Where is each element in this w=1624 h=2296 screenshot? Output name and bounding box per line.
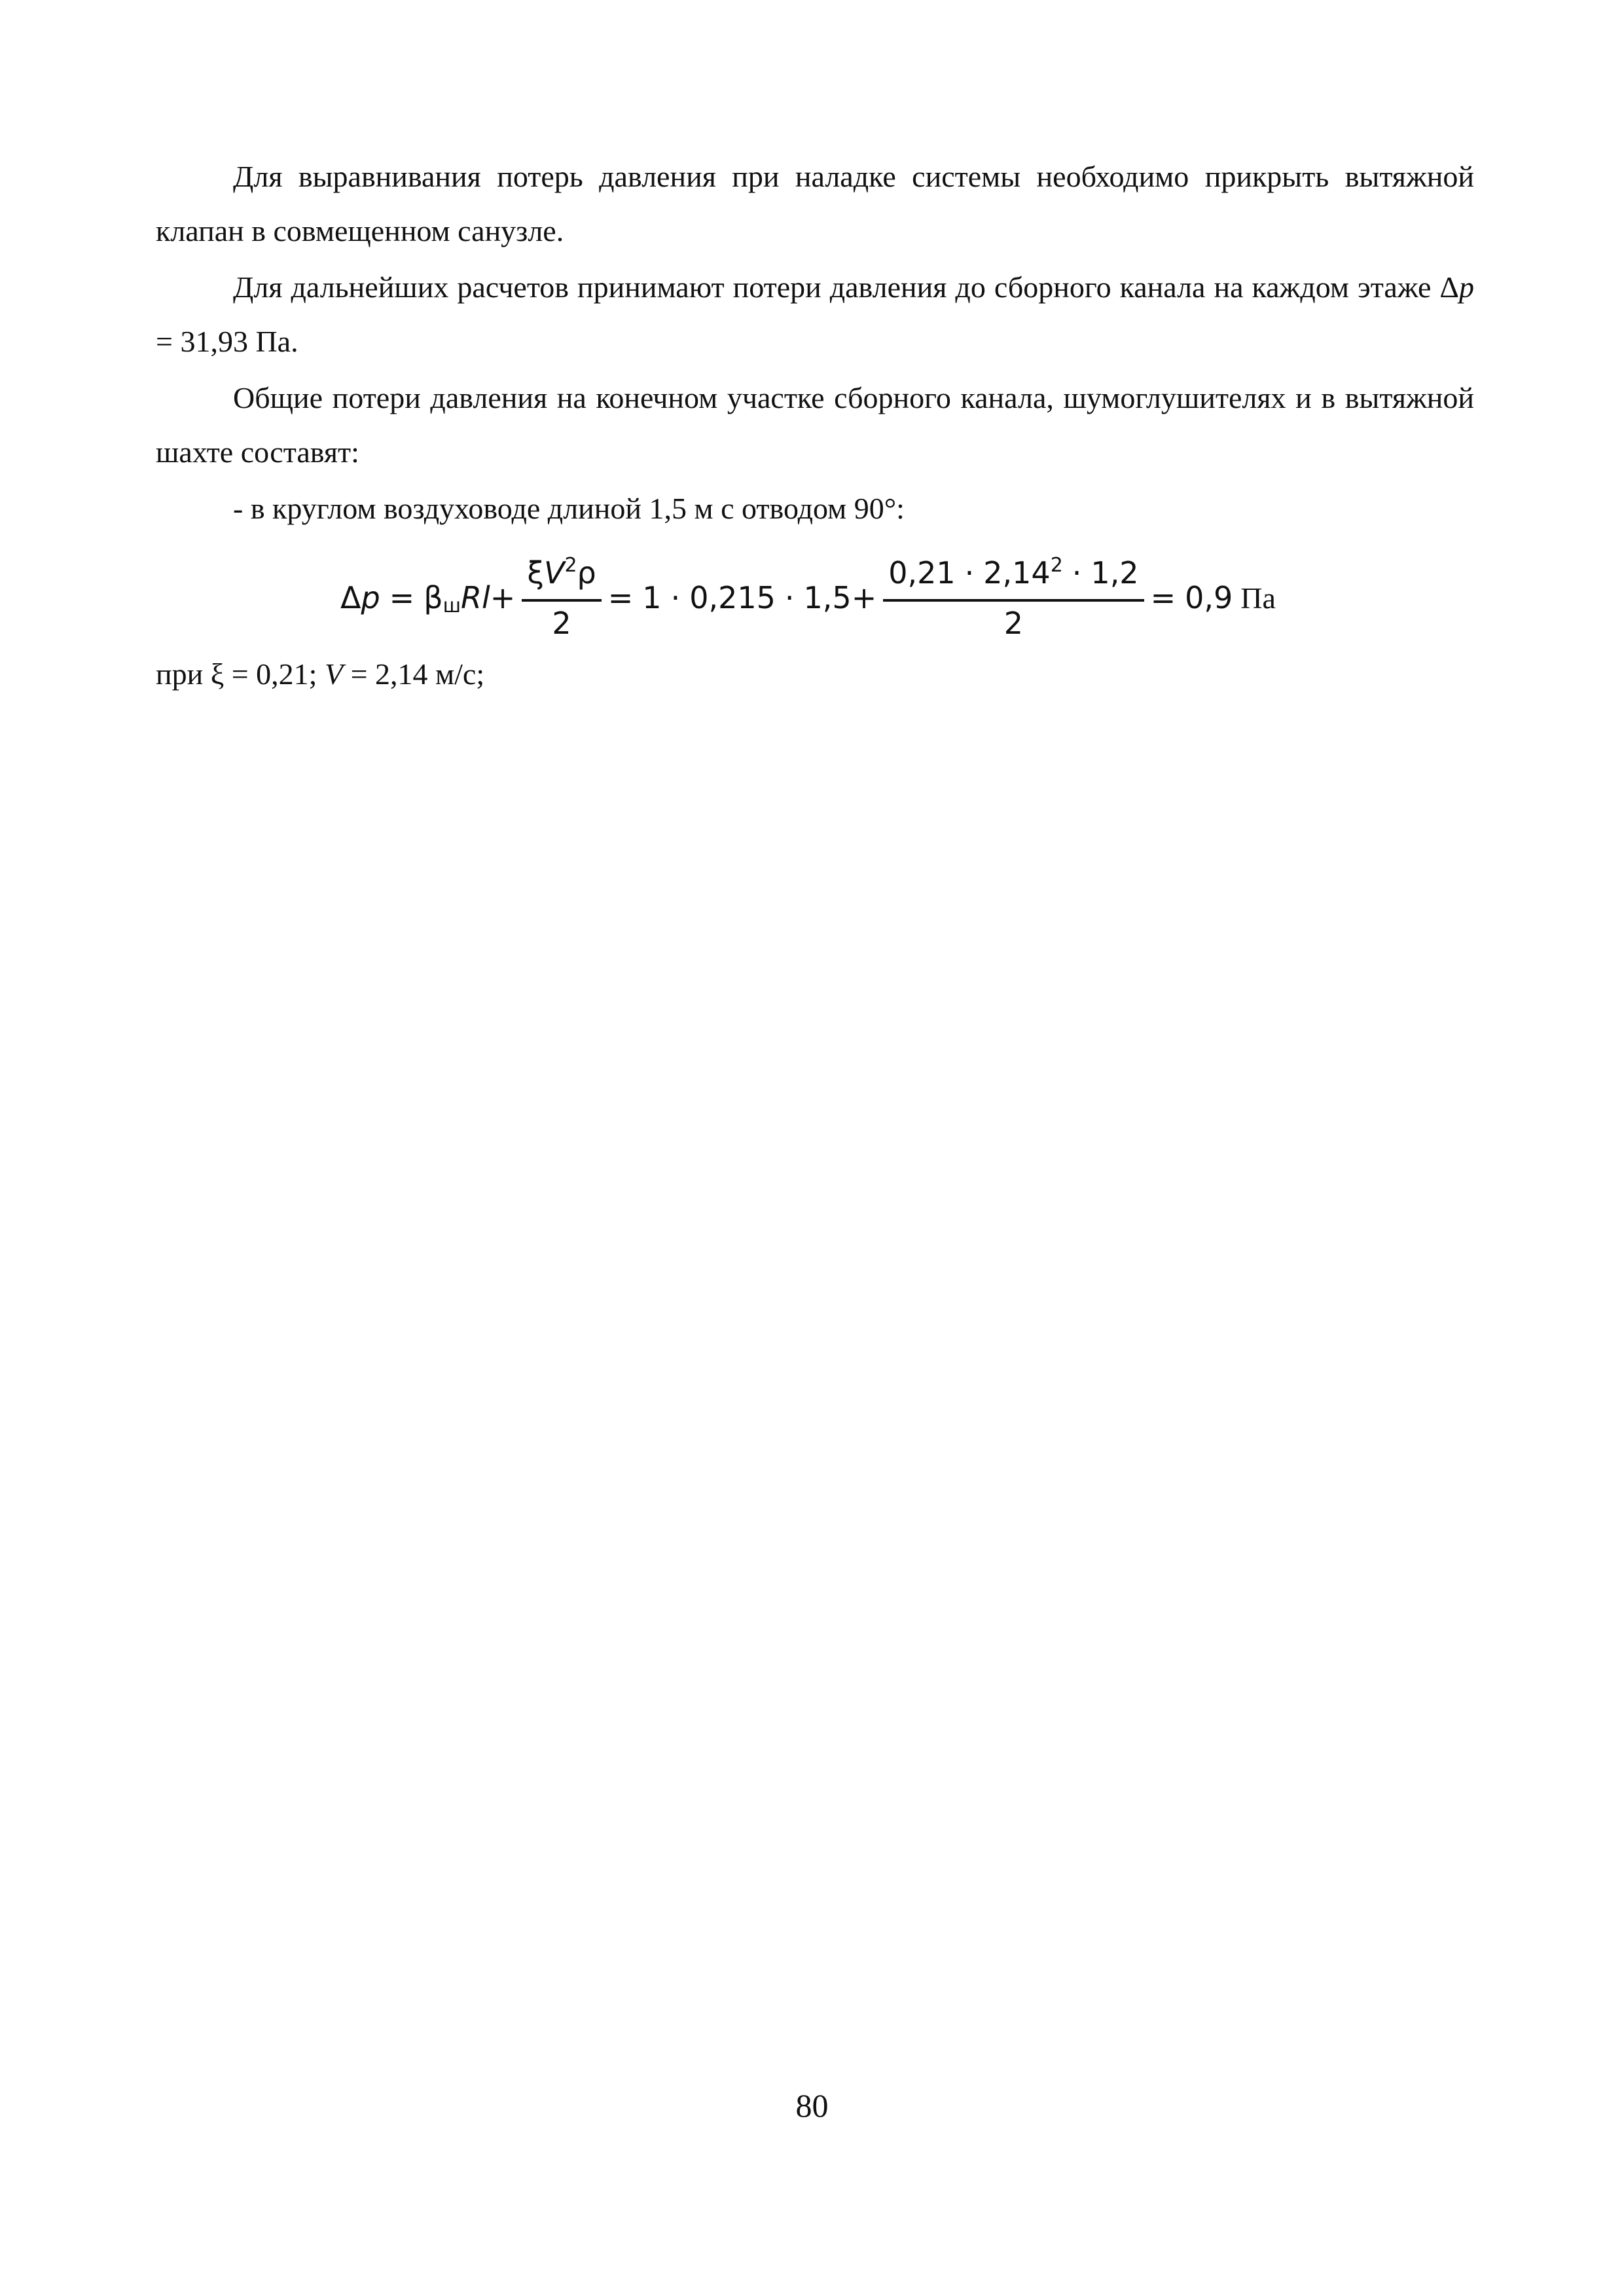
fraction-numeric-numerator xyxy=(883,554,1144,602)
formula-equals-3: = xyxy=(1150,580,1176,615)
paragraph-pressure-lead: Для дальнейших расчетов принимают потери давления до сборного канала на каждом этаже xyxy=(233,270,1440,304)
pressure-loss-formula xyxy=(340,549,1276,647)
formula-plus-1: + xyxy=(490,580,516,615)
paragraph-valve xyxy=(156,149,1474,258)
formula-beta-subscript: ш xyxy=(442,594,461,617)
pressure-value: = 31,93 Па. xyxy=(156,325,298,358)
formula-term-2: 0,215 xyxy=(689,580,776,615)
formula-rho: ρ xyxy=(577,555,596,591)
formula-equals-1: = xyxy=(389,580,415,615)
formula-term-1: 1 xyxy=(642,580,662,615)
formula-unit: Па xyxy=(1240,581,1276,615)
formula-v-exponent: 2 xyxy=(564,553,577,577)
formula-density: 1,2 xyxy=(1091,555,1139,591)
formula-term-3: 1,5 xyxy=(803,580,852,615)
paragraph-total-losses xyxy=(156,371,1474,479)
conditions-lead: при ξ = 0,21; xyxy=(156,657,325,691)
formula-fraction-dynamic xyxy=(522,554,601,642)
formula-rl: Rl xyxy=(461,580,490,615)
formula-fraction-numeric xyxy=(883,554,1144,642)
formula-dot-2: · xyxy=(784,580,795,615)
paragraph-conditions xyxy=(156,647,1474,701)
formula-xi: ξ xyxy=(527,555,544,591)
formula-dot-1: · xyxy=(670,580,681,615)
formula-coef-xi: 0,21 xyxy=(888,555,956,591)
formula-num-dot-2: · xyxy=(1072,555,1082,591)
formula-num-dot-1: · xyxy=(964,555,975,591)
conditions-tail: = 2,14 м/с; xyxy=(343,657,485,691)
paragraph-valve-text: Для выравнивания потерь давления при наладке системы необходимо прикрыть вытяжной клапан в совмещенном санузле. xyxy=(156,160,1474,247)
fraction-numeric-denominator: 2 xyxy=(1003,605,1024,641)
formula-equals-2: = xyxy=(607,580,634,615)
paragraph-round-duct xyxy=(156,481,1474,536)
formula-delta: Δ xyxy=(340,580,361,615)
formula-velocity-exponent: 2 xyxy=(1050,553,1063,577)
formula-v: V xyxy=(543,555,565,591)
formula-velocity: 2,14 xyxy=(983,555,1051,591)
fraction-dynamic-denominator: 2 xyxy=(552,605,571,641)
paragraph-round-duct-text: - в круглом воздуховоде длиной 1,5 м с отводом 90°: xyxy=(233,492,905,525)
formula-beta: β xyxy=(424,580,443,615)
page-number: 80 xyxy=(795,2087,829,2124)
delta-symbol: Δ xyxy=(1439,270,1459,304)
formula-result: 0,9 xyxy=(1185,580,1233,615)
formula-plus-2: + xyxy=(851,580,877,615)
pressure-variable: p xyxy=(1459,270,1474,304)
paragraph-total-losses-text: Общие потери давления на конечном участке сборного канала, шумоглушителях и в вытяжной шахте составят: xyxy=(156,381,1474,469)
paragraph-pressure-loss xyxy=(156,260,1474,369)
formula-p: p xyxy=(361,580,380,615)
velocity-variable: V xyxy=(324,657,344,691)
fraction-dynamic-numerator xyxy=(522,554,601,602)
